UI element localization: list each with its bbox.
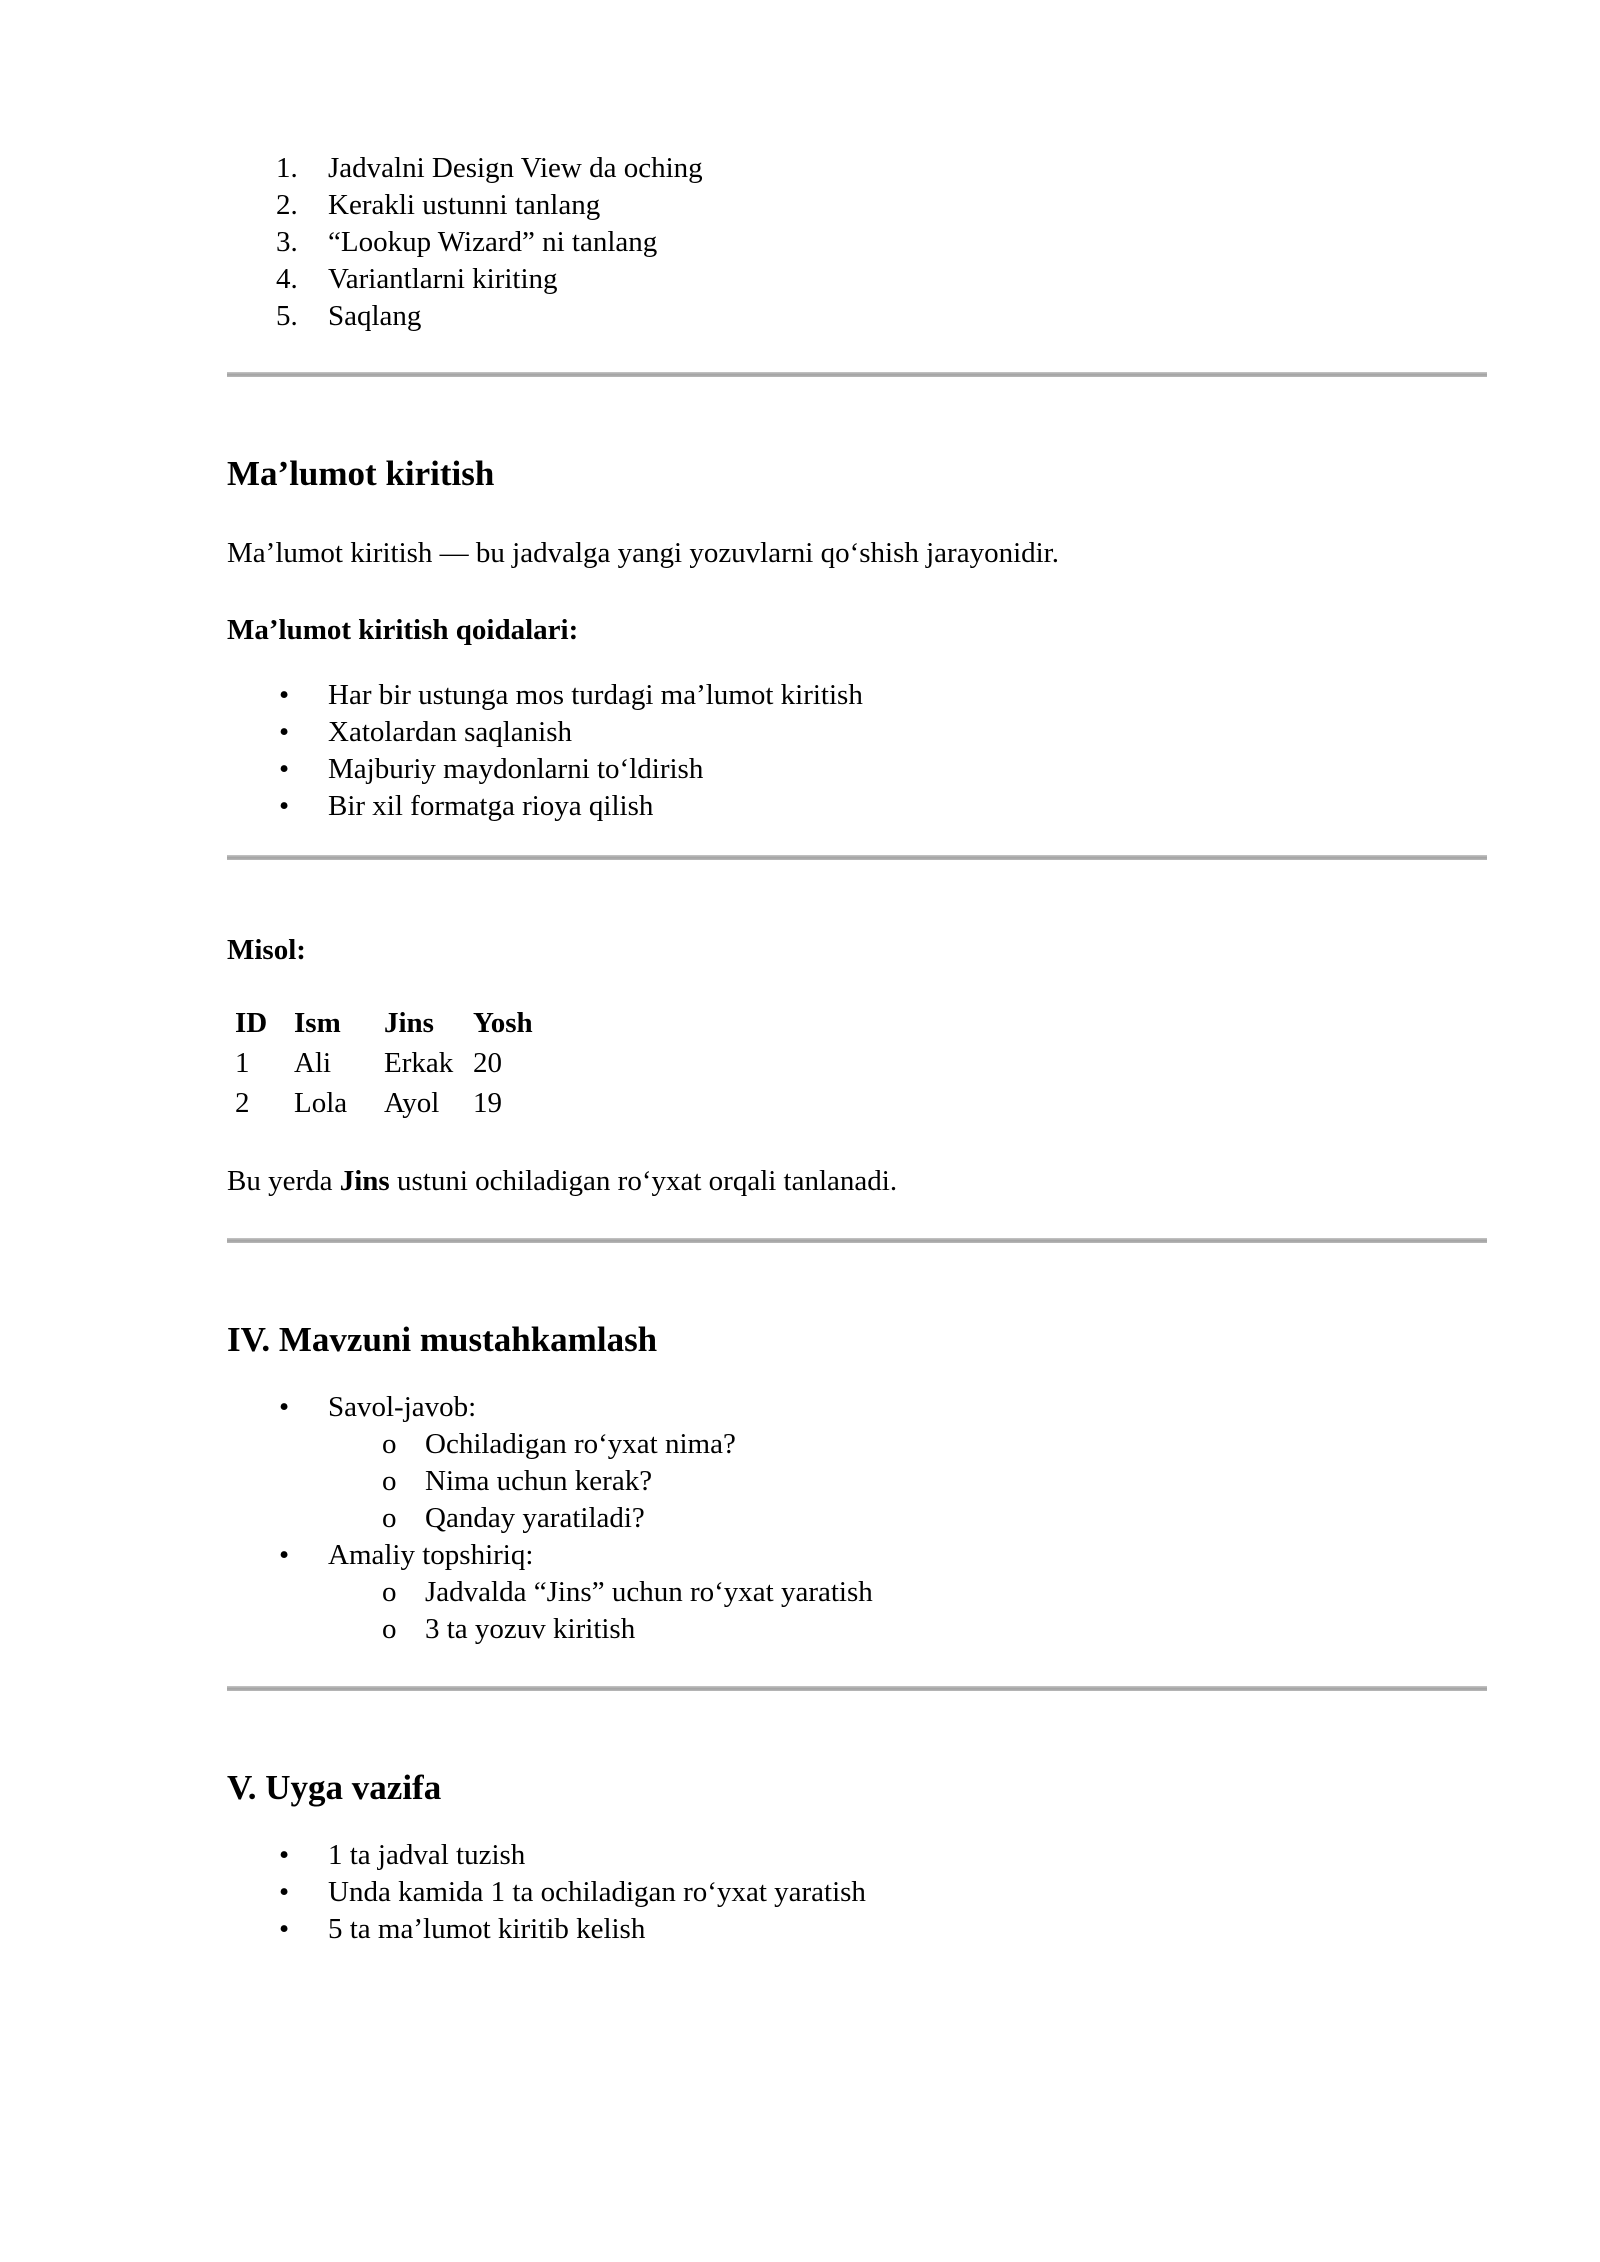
section-divider [227, 372, 1487, 377]
note-bold-term: Jins [339, 1165, 390, 1197]
table-cell: 20 [473, 1047, 502, 1079]
list-item: “Lookup Wizard” ni tanlang [328, 226, 658, 258]
data-entry-intro: Ma’lumot kiritish — bu jadvalga yangi yozuvlarni qo‘shish jarayonidir. [227, 537, 1059, 569]
reinforce-list [227, 1389, 1487, 1648]
section-divider [227, 1238, 1487, 1243]
section-heading-homework: V. Uyga vazifa [227, 1768, 442, 1807]
list-item: Kerakli ustunni tanlang [328, 189, 601, 221]
list-item: o Ochiladigan ro‘yxat nima? [425, 1426, 1487, 1463]
table-header-cell: Ism [294, 1007, 341, 1039]
section-heading-reinforce: IV. Mavzuni mustahkamlash [227, 1320, 658, 1359]
list-item: • Unda kamida 1 ta ochiladigan ro‘yxat yaratish [328, 1874, 1487, 1911]
table-header-cell: Jins [384, 1007, 434, 1039]
list-item-label: Amaliy topshiriq: [328, 1539, 534, 1571]
table-cell: 19 [473, 1087, 502, 1119]
list-item: Variantlarni kiriting [328, 263, 558, 295]
list-item: • Majburiy maydonlarni to‘ldirish [328, 751, 1487, 788]
section-divider [227, 855, 1487, 860]
example-table [235, 1003, 545, 1123]
list-item: • 1 ta jadval tuzish [328, 1837, 1487, 1874]
table-row [235, 1043, 545, 1083]
example-note [227, 1163, 1487, 1200]
homework-list [227, 1837, 1487, 1948]
table-cell: Ali [294, 1047, 332, 1079]
list-item: o Jadvalda “Jins” uchun ro‘yxat yaratish [425, 1574, 1487, 1611]
list-item: • Bir xil formatga rioya qilish [328, 788, 1487, 825]
list-item: • 5 ta ma’lumot kiritib kelish [328, 1911, 1487, 1948]
list-item [328, 1389, 1487, 1537]
note-suffix: ustuni ochiladigan ro‘yxat orqali tanlanadi. [389, 1165, 898, 1197]
list-item: o Nima uchun kerak? [425, 1463, 1487, 1500]
table-header-cell: ID [235, 1007, 268, 1039]
rules-list [227, 677, 1487, 825]
table-header-row [235, 1003, 545, 1043]
list-item: Jadvalni Design View da oching [328, 152, 703, 184]
rules-heading: Ma’lumot kiritish qoidalari: [227, 614, 579, 646]
list-item: Saqlang [328, 300, 422, 332]
list-item: • Har bir ustunga mos turdagi ma’lumot kiritish [328, 677, 1487, 714]
lookup-steps-list [227, 150, 1487, 335]
section-divider [227, 1686, 1487, 1691]
table-row [235, 1083, 545, 1123]
table-cell: 2 [235, 1087, 250, 1119]
sub-list [328, 1574, 1487, 1648]
example-heading: Misol: [227, 934, 306, 966]
section-heading-data-entry: Ma’lumot kiritish [227, 454, 495, 493]
table-cell: Lola [294, 1087, 348, 1119]
list-item: o 3 ta yozuv kiritish [425, 1611, 1487, 1648]
table-cell: Erkak [384, 1047, 454, 1079]
sub-list [328, 1426, 1487, 1537]
table-cell: Ayol [384, 1087, 440, 1119]
list-item: o Qanday yaratiladi? [425, 1500, 1487, 1537]
list-item: • Xatolardan saqlanish [328, 714, 1487, 751]
note-prefix: Bu yerda [227, 1165, 340, 1197]
table-header-cell: Yosh [473, 1007, 533, 1039]
list-item-label: Savol-javob: [328, 1391, 477, 1423]
list-item [328, 1537, 1487, 1648]
table-cell: 1 [235, 1047, 250, 1079]
